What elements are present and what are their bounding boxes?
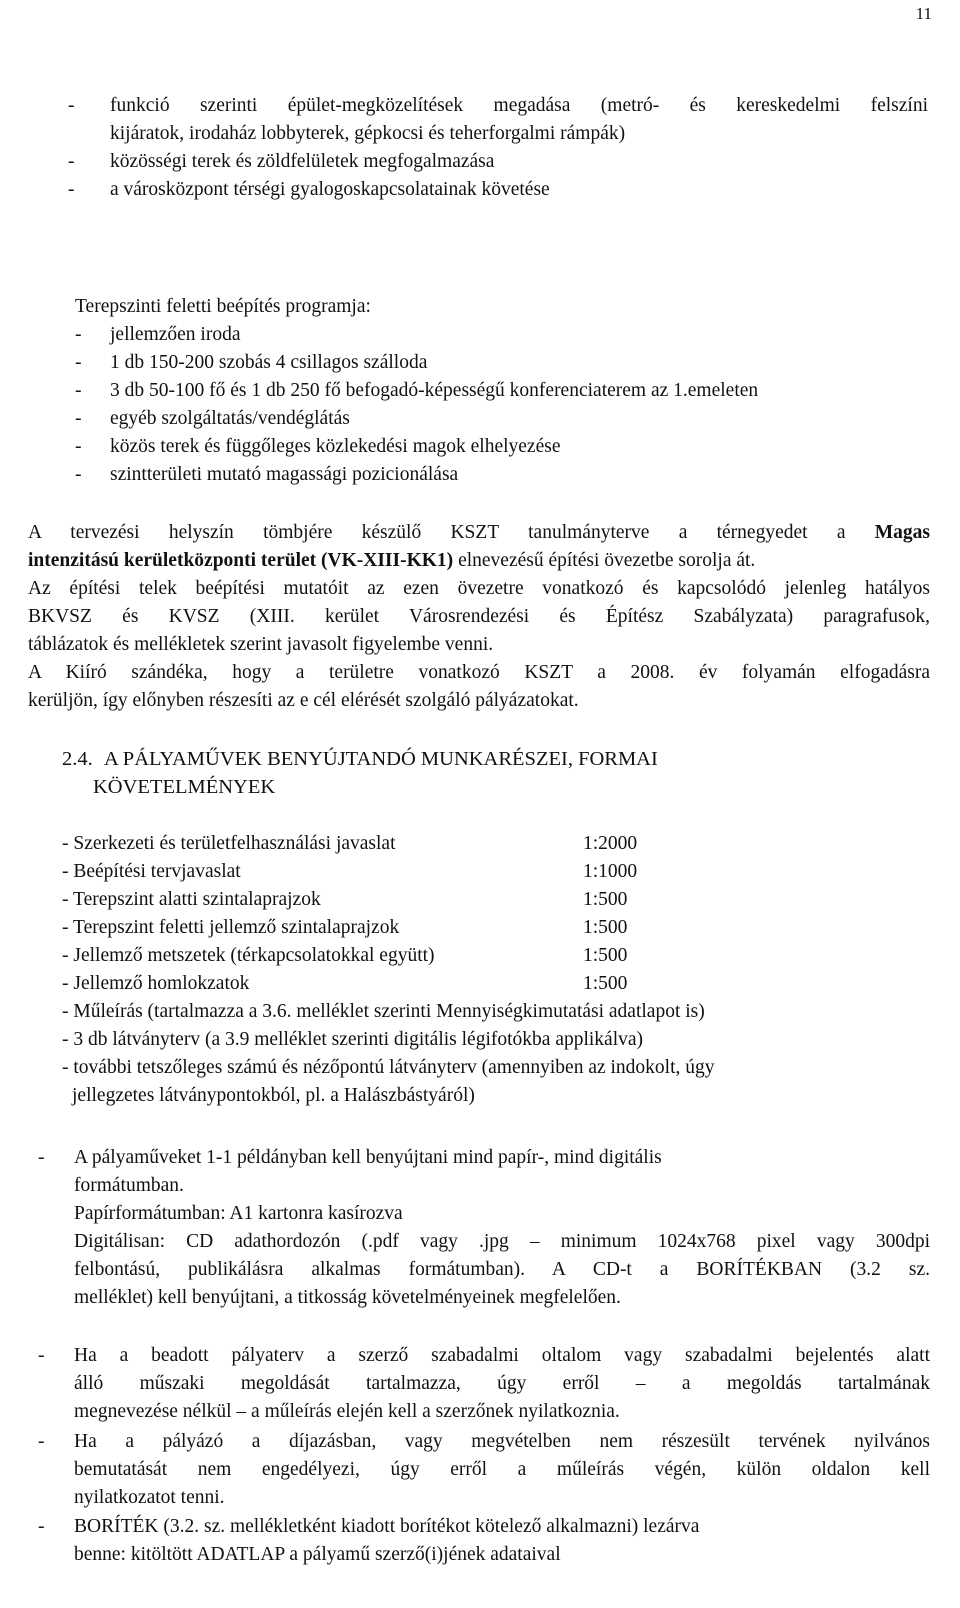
copyright-line: Ha a beadott pályaterv a szerző szabadalmi oltalom vagy szabadalmi bejelentés alatt [74, 1345, 930, 1366]
formats-line: A pályaműveket 1-1 példányban kell benyújtani mind papír-, mind digitális [74, 1147, 662, 1168]
requirement-scale: 1:500 [583, 917, 628, 938]
list-dash: - [38, 1345, 45, 1366]
list-item: a városközpont térségi gyalogoskapcsolatainak követése [110, 179, 550, 200]
list-dash: - [38, 1516, 45, 1537]
list-dash: - [75, 464, 82, 485]
section-title-continuation: KÖVETELMÉNYEK [93, 776, 276, 798]
requirement-scale: 1:500 [583, 945, 628, 966]
program-item: jellemzően iroda [110, 324, 241, 345]
program-item: szintterületi mutató magassági pozicionálása [110, 464, 459, 485]
list-dash: - [75, 436, 82, 457]
requirement-label: - Műleírás (tartalmazza a 3.6. melléklet szerinti Mennyiségkimutatási adatlapot is) [62, 1001, 705, 1022]
program-item: 1 db 150-200 szobás 4 csillagos szálloda [110, 352, 428, 373]
list-dash: - [75, 408, 82, 429]
page-number: 11 [915, 4, 932, 23]
formats-line: felbontású, publikálásra alkalmas formátumban). A CD-t a BORÍTÉKBAN (3.2 sz. [74, 1259, 930, 1280]
list-dash: - [38, 1431, 45, 1452]
section-title: A PÁLYAMŰVEK BENYÚJTANDÓ MUNKARÉSZEI, FORMAI [104, 748, 658, 770]
copyright-line: álló műszaki megoldását tartalmazza, úgy erről – a megoldás tartalmának [74, 1373, 930, 1394]
kszt-line: BKVSZ és KVSZ (XIII. kerület Városrendezési és Építész Szabályzata) paragrafusok, [28, 606, 930, 627]
requirement-label: - további tetszőleges számú és nézőpontú látványterv (amennyiben az indokolt, úgy [62, 1057, 715, 1078]
formats-line: formátumban. [74, 1175, 184, 1196]
section-number: 2.4. [62, 748, 93, 770]
list-dash: - [75, 380, 82, 401]
requirement-label: - Beépítési tervjavaslat [62, 861, 241, 882]
formats-line: Digitálisan: CD adathordozón (.pdf vagy .jpg – minimum 1024x768 pixel vagy 300dpi [74, 1231, 930, 1252]
kszt-line: A Kiíró szándéka, hogy a területre vonatkozó KSZT a 2008. év folyamán elfogadásra [28, 662, 930, 683]
requirement-label: - Terepszint feletti jellemző szintalaprajzok [62, 917, 400, 938]
requirement-label: - Jellemző homlokzatok [62, 973, 250, 994]
requirement-label: - Szerkezeti és területfelhasználási javaslat [62, 833, 396, 854]
requirement-label: - Terepszint alatti szintalaprajzok [62, 889, 321, 910]
kszt-line: intenzitású kerületközponti terület (VK-XIII-KK1) elnevezésű építési övezetbe sorolja át. [28, 550, 756, 571]
formats-line: melléklet) kell benyújtani, a titkosság követelményeinek megfelelően. [74, 1287, 621, 1308]
kszt-line: Az építési telek beépítési mutatóit az ezen övezetre vonatkozó és kapcsolódó jelenleg hatályos [28, 578, 930, 599]
list-item: közösségi terek és zöldfelületek megfogalmazása [110, 151, 495, 172]
kszt-line: kerüljön, így előnyben részesíti az e cél elérését szolgáló pályázatokat. [28, 690, 579, 711]
list-dash: - [68, 95, 75, 116]
requirement-label: - Jellemző metszetek (térkapcsolatokkal együtt) [62, 945, 435, 966]
bold-text: Magas [874, 522, 930, 543]
requirement-scale: 1:500 [583, 889, 628, 910]
bold-text: intenzitású kerületközponti terület (VK-XIII-KK1) [28, 550, 454, 571]
program-title: Terepszinti feletti beépítés programja: [75, 296, 371, 317]
publication-line: nyilatkozatot tenni. [74, 1487, 225, 1508]
list-dash: - [38, 1147, 45, 1168]
list-item-continuation: kijáratok, irodaház lobbyterek, gépkocsi és teherforgalmi rámpák) [110, 123, 626, 144]
list-dash: - [75, 352, 82, 373]
program-item: egyéb szolgáltatás/vendéglátás [110, 408, 350, 429]
list-dash: - [68, 179, 75, 200]
list-dash: - [75, 324, 82, 345]
list-item: funkció szerinti épület-megközelítések megadása (metró- és kereskedelmi felszíni [110, 95, 928, 116]
kszt-line: A tervezési helyszín tömbjére készülő KSZT tanulmányterve a térnegyedet a Magas [28, 522, 930, 543]
envelope-line: BORÍTÉK (3.2. sz. mellékletként kiadott borítékot kötelező alkalmazni) lezárva [74, 1516, 700, 1537]
envelope-line: benne: kitöltött ADATLAP a pályamű szerző(i)jének adataival [74, 1544, 561, 1565]
requirement-label-continuation: jellegzetes látványpontokból, pl. a Halászbástyáról) [72, 1085, 475, 1106]
program-item: 3 db 50-100 fő és 1 db 250 fő befogadó-képességű konferenciaterem az 1.emeleten [110, 380, 759, 401]
kszt-line: táblázatok és mellékletek szerint javasolt figyelembe venni. [28, 634, 494, 655]
copyright-line: megnevezése nélkül – a műleírás elején kell a szerzőnek nyilatkoznia. [74, 1401, 620, 1422]
formats-line: Papírformátumban: A1 kartonra kasírozva [74, 1203, 403, 1224]
publication-line: Ha a pályázó a díjazásban, vagy megvételben nem részesült tervének nyilvános [74, 1431, 930, 1452]
program-item: közös terek és függőleges közlekedési magok elhelyezése [110, 436, 561, 457]
requirement-label: - 3 db látványterv (a 3.9 melléklet szerinti digitális légifotókba applikálva) [62, 1029, 644, 1050]
requirement-scale: 1:1000 [583, 861, 638, 882]
requirement-scale: 1:500 [583, 973, 628, 994]
publication-line: bemutatását nem engedélyezi, úgy erről a műleírás végén, külön oldalon kell [74, 1459, 930, 1480]
list-dash: - [68, 151, 75, 172]
requirement-scale: 1:2000 [583, 833, 638, 854]
